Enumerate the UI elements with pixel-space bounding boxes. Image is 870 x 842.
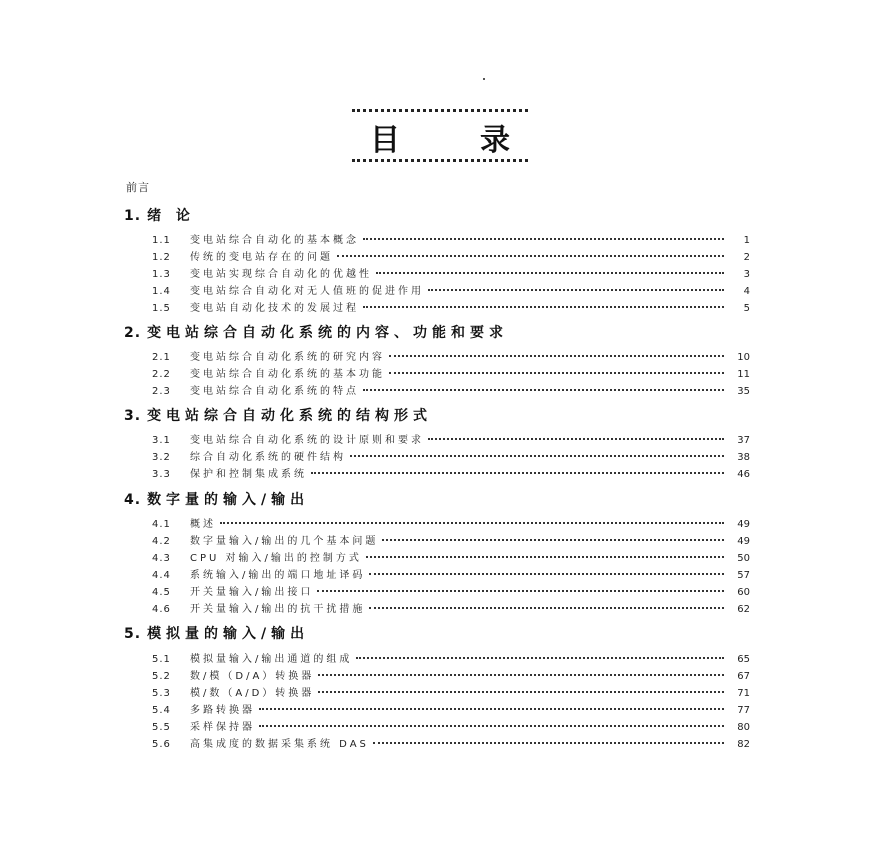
section-title: 概述: [190, 519, 216, 530]
toc-entry[interactable]: [152, 282, 750, 296]
page-number: 65: [737, 654, 750, 665]
toc-entry[interactable]: [152, 365, 750, 379]
dot-leader: [373, 742, 724, 744]
chapter-title: 数字量的输入/输出: [147, 492, 310, 508]
section-title: 变电站自动化技术的发展过程: [190, 303, 359, 314]
dot-leader: [382, 539, 724, 541]
section-number: 2.3: [152, 386, 171, 397]
section-number: 5.3: [152, 688, 171, 699]
speck-mark: [483, 78, 485, 80]
page-number: 60: [737, 587, 750, 598]
section-number: 4.6: [152, 604, 171, 615]
section-title: CPU 对输入/输出的控制方式: [190, 553, 362, 564]
section-title: 综合自动化系统的硬件结构: [190, 452, 346, 463]
section-number: 2.2: [152, 369, 171, 380]
chapter-title: 绪 论: [147, 208, 195, 224]
section-number: 5.2: [152, 671, 171, 682]
page-number: 50: [737, 553, 750, 564]
section-number: 4.2: [152, 536, 171, 547]
section-number: 1.4: [152, 286, 171, 297]
toc-entry[interactable]: [152, 431, 750, 445]
dot-leader: [389, 372, 724, 374]
toc-entry[interactable]: [152, 299, 750, 313]
toc-entry[interactable]: [152, 515, 750, 529]
section-number: 4.1: [152, 519, 171, 530]
dot-leader: [363, 389, 724, 391]
dot-leader: [318, 674, 724, 676]
section-title: 模拟量输入/输出通道的组成: [190, 654, 353, 665]
dot-leader: [220, 522, 724, 524]
dot-leader: [428, 438, 724, 440]
dot-leader: [311, 472, 724, 474]
toc-entry[interactable]: [152, 265, 750, 279]
page-number: 4: [743, 286, 750, 297]
page-number: 1: [743, 235, 750, 246]
section-title: 开关量输入/输出的抗干扰措施: [190, 604, 366, 615]
chapter-heading-4[interactable]: [124, 489, 309, 509]
toc-entry[interactable]: [152, 583, 750, 597]
page-number: 49: [737, 519, 750, 530]
dot-leader: [366, 556, 724, 558]
toc-entry[interactable]: [152, 701, 750, 715]
chapter-heading-2[interactable]: [124, 322, 508, 342]
section-number: 3.2: [152, 452, 171, 463]
section-number: 4.3: [152, 553, 171, 564]
page-number: 80: [737, 722, 750, 733]
title-rule-top: [352, 109, 528, 112]
dot-leader: [369, 607, 724, 609]
section-title: 变电站综合自动化系统的研究内容: [190, 352, 385, 363]
toc-entry[interactable]: [152, 248, 750, 262]
section-number: 5.1: [152, 654, 171, 665]
section-title: 高集成度的数据采集系统 DAS: [190, 739, 369, 750]
section-number: 1.3: [152, 269, 171, 280]
toc-entry[interactable]: [152, 684, 750, 698]
chapter-heading-5[interactable]: [124, 623, 309, 643]
section-title: 数/模（D/A）转换器: [190, 671, 315, 682]
toc-entry[interactable]: [152, 650, 750, 664]
dot-leader: [428, 289, 724, 291]
dot-leader: [259, 708, 724, 710]
section-title: 系统输入/输出的端口地址译码: [190, 570, 366, 581]
section-number: 2.1: [152, 352, 171, 363]
toc-entry[interactable]: [152, 566, 750, 580]
section-title: 变电站综合自动化的基本概念: [190, 235, 359, 246]
dot-leader: [259, 725, 724, 727]
page-number: 77: [737, 705, 750, 716]
toc-entry[interactable]: [152, 667, 750, 681]
toc-entry[interactable]: [152, 448, 750, 462]
chapter-number: 2.: [124, 325, 142, 341]
toc-entry[interactable]: [152, 735, 750, 749]
section-title: 数字量输入/输出的几个基本问题: [190, 536, 379, 547]
dot-leader: [337, 255, 724, 257]
toc-entry[interactable]: [152, 600, 750, 614]
toc-entry[interactable]: [152, 465, 750, 479]
title-rule-bottom: [352, 159, 528, 162]
page-number: 2: [743, 252, 750, 263]
section-title: 变电站综合自动化系统的基本功能: [190, 369, 385, 380]
page-number: 5: [743, 303, 750, 314]
section-title: 采样保持器: [190, 722, 255, 733]
dot-leader: [389, 355, 724, 357]
dot-leader: [376, 272, 724, 274]
chapter-number: 5.: [124, 626, 142, 642]
title-char-right: 录: [480, 123, 510, 158]
dot-leader: [318, 691, 724, 693]
section-title: 传统的变电站存在的问题: [190, 252, 333, 263]
section-number: 1.2: [152, 252, 171, 263]
section-number: 1.5: [152, 303, 171, 314]
section-number: 5.6: [152, 739, 171, 750]
section-title: 开关量输入/输出接口: [190, 587, 314, 598]
dot-leader: [356, 657, 724, 659]
page-number: 62: [737, 604, 750, 615]
page-number: 49: [737, 536, 750, 547]
toc-entry[interactable]: [152, 382, 750, 396]
dot-leader: [317, 590, 724, 592]
section-title: 变电站综合自动化系统的特点: [190, 386, 359, 397]
chapter-title: 变电站综合自动化系统的结构形式: [147, 408, 433, 424]
chapter-number: 3.: [124, 408, 142, 424]
section-title: 保护和控制集成系统: [190, 469, 307, 480]
page-number: 11: [737, 369, 750, 380]
toc-entry[interactable]: [152, 532, 750, 546]
section-number: 4.5: [152, 587, 171, 598]
section-title: 变电站综合自动化系统的设计原则和要求: [190, 435, 424, 446]
chapter-heading-1[interactable]: [124, 205, 195, 225]
page-number: 3: [743, 269, 750, 280]
page-number: 67: [737, 671, 750, 682]
page-number: 10: [737, 352, 750, 363]
chapter-heading-3[interactable]: [124, 405, 432, 425]
page-number: 82: [737, 739, 750, 750]
section-number: 3.1: [152, 435, 171, 446]
page-number: 37: [737, 435, 750, 446]
section-number: 5.4: [152, 705, 171, 716]
page-number: 35: [737, 386, 750, 397]
preface-entry[interactable]: 前言: [126, 181, 150, 194]
section-title: 变电站实现综合自动化的优越性: [190, 269, 372, 280]
title-char-left: 目: [370, 123, 400, 158]
dot-leader: [363, 238, 724, 240]
section-title: 变电站综合自动化对无人值班的促进作用: [190, 286, 424, 297]
toc-entry[interactable]: [152, 549, 750, 563]
chapter-number: 4.: [124, 492, 142, 508]
dot-leader: [369, 573, 724, 575]
page-title: [352, 120, 528, 158]
chapter-title: 变电站综合自动化系统的内容、功能和要求: [147, 325, 509, 341]
chapter-title: 模拟量的输入/输出: [147, 626, 310, 642]
toc-entry[interactable]: [152, 231, 750, 245]
toc-entry[interactable]: [152, 348, 750, 362]
dot-leader: [350, 455, 724, 457]
section-title: 模/数（A/D）转换器: [190, 688, 315, 699]
section-number: 3.3: [152, 469, 171, 480]
section-title: 多路转换器: [190, 705, 255, 716]
page-number: 57: [737, 570, 750, 581]
dot-leader: [363, 306, 724, 308]
page-number: 38: [737, 452, 750, 463]
toc-entry[interactable]: [152, 718, 750, 732]
section-number: 4.4: [152, 570, 171, 581]
section-number: 1.1: [152, 235, 171, 246]
page-number: 71: [737, 688, 750, 699]
chapter-number: 1.: [124, 208, 142, 224]
section-number: 5.5: [152, 722, 171, 733]
page-number: 46: [737, 469, 750, 480]
